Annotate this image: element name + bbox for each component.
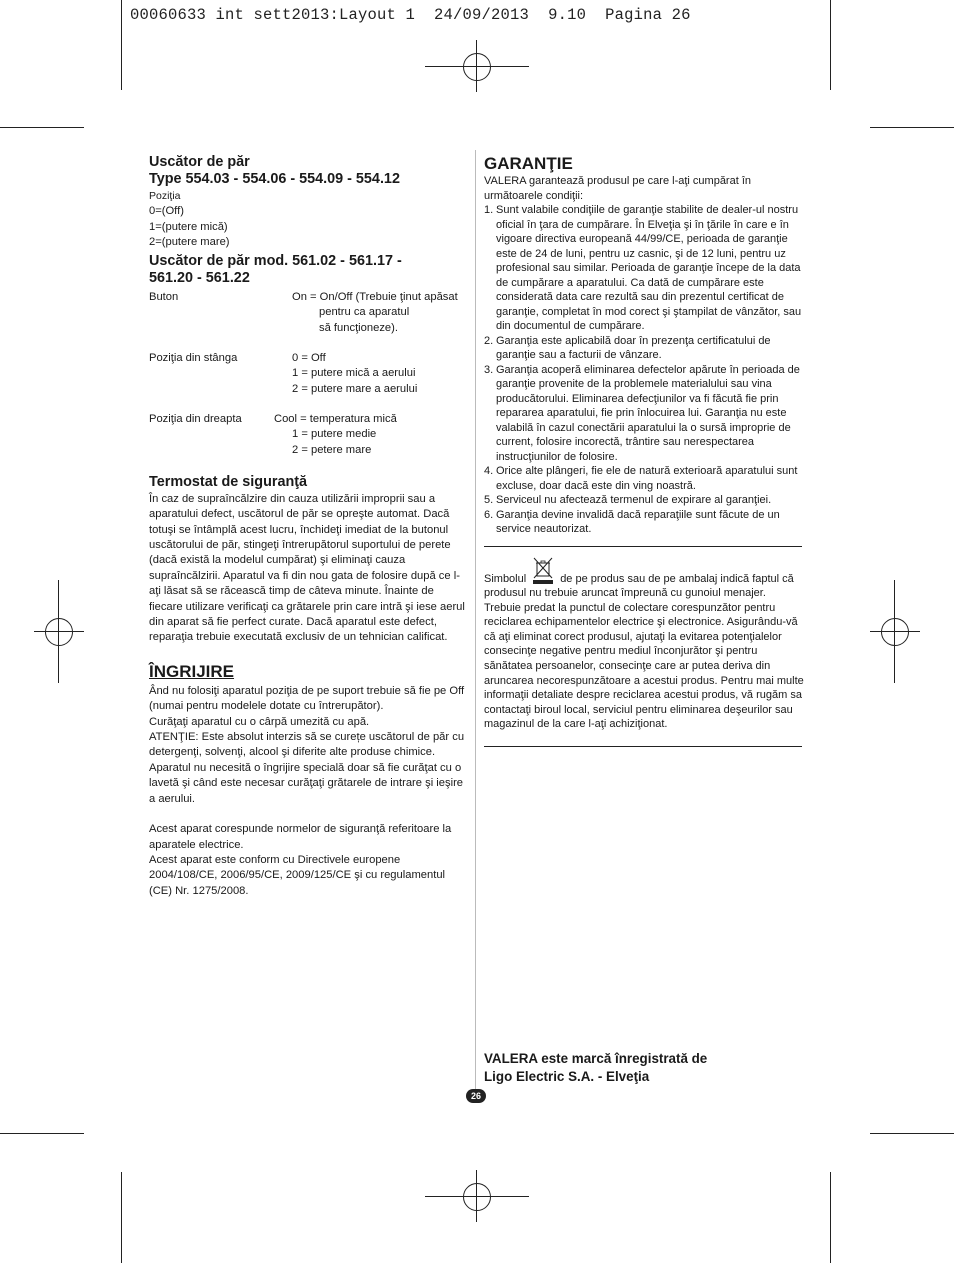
norms-text: Acest aparat corespunde normelor de siguranţă referitoare la aparatele electrice. [149,823,452,851]
section-title: Uscător de păr [149,154,250,170]
button-spec [149,290,467,337]
print-slug: 00060633 int sett2013:Layout 1 24/09/2013 9.10 Pagina 26 [130,6,691,24]
spec-value: 1 = putere mică a aerului [292,367,416,380]
warranty-item-text: Garanţia devine invalidă dacă reparaţiile sunt făcute de un service neautorizat. [496,508,780,535]
position-label: Poziţia [149,190,181,202]
warranty-item [484,464,804,493]
warranty-item-text: Garanţia este aplicabilă doar în prezenţa certificatului de garanţie sau a facturii de vânzare. [496,334,771,361]
care-text: Ând nu folosiţi aparatul poziţia de pe suport trebuie să fie pe Off (numai pentru modelele dotate cu întrerupător). [149,684,465,713]
warranty-item [484,508,804,537]
divider [484,746,802,747]
footer-line: VALERA este marcă înregistrată de [484,1051,708,1066]
warranty-item-text: Orice alte plângeri, fie ele de natură exterioară aparatului sunt excluse, doar dacă este din ving noastră. [496,465,798,492]
spec-value: Cool = temperatura mică [274,412,397,425]
crop-mark [0,1133,84,1134]
warranty-item-text: Sunt valabile condiţiile de garanţie stabilite de dealer-ul nostru oficial în ţara de cumpărare. În Elveţia şi în ţările în care e în vigoare directiva europeană 44/99/CE, perioada de garanţie este de 24 de luni, pentru uz casnic, şi de 12 luni, pentru uz profesional sau similar. Perioada de garanţie începe de la data de cumpărare a aparatului. Ca dată de cumpărare este considerată data care rezultă sau din prezentul certificat de garanţie, completat în mod corect şi ştampilat de vânzător, sau din documentul de cumpărare. [496,204,802,332]
symbol-word: Simbolul [484,572,527,585]
warranty-item-number: 6. [484,508,494,521]
crop-mark [121,1172,122,1263]
section-title: ÎNGRIJIRE [149,661,235,681]
column-divider [475,150,476,1095]
warranty-item-text: Garanţia acoperă eliminarea defectelor apărute în perioada de garanţie provenite de la problemele materialului sau vina producătorului. Eliminarea defecţiunilor va fi făcută fie prin repararea aparatului, fie prin înlocuirea lui. Garanţia nu este valabilă în cazul conectării aparatului la o sursă improprie de current, folosire incorectă, trântire sau nerespectarea instrucţiunilor de folosire. [496,363,800,463]
spec-value: 1 = putere medie [292,428,377,441]
position-line: 0=(Off) [149,205,184,217]
warranty-item-number: 5. [484,494,494,506]
right-position-spec [149,412,467,458]
crossed-bin-icon [532,556,554,586]
warranty-item-text: Serviceul nu afectează termenul de expirare al garanţiei. [496,494,772,506]
spec-label: Buton [149,290,179,303]
warranty-item [484,363,804,465]
weee-text [484,556,804,733]
norms-text: Acest aparat este conform cu Directivele europene 2004/108/CE, 2006/95/CE, 2009/125/CE şi cu regulamentul (CE) Nr. 1275/2008. [149,853,446,897]
spec-label: Poziţia din dreapta [149,412,242,425]
left-column [149,154,467,899]
left-position-spec [149,351,467,397]
spec-value: să funcţioneze). [319,321,398,334]
warranty-item-number: 1. [484,204,494,216]
warranty-intro: VALERA garantează produsul pe care l-aţi cumpărat în următoarele condiţii: [484,175,752,202]
divider [484,546,802,547]
spec-label: Poziţia din stânga [149,351,238,364]
crop-mark [830,0,831,90]
thermostat-text: În caz de supraîncălzire din cauza utilizării improprii sau a aparatului defect, uscătorul de păr se opreşte automat. Dacă totuşi se întâmplă acest lucru, închideţi imediat de la butonul uscătorului de păr, stingeţi întrerupătorul suportului de perete (dacă există la modelul cumpărat) şi eliminaţi cauza supraîncălzirii. Aparatul va fi din nou gata de folosire după ce l-aţi lăsat să se răcească timp de câteva minute. Înainte de fiecare utilizare verificaţi ca grătarele prin care intră şi iese aerul din aparat să fie perfect curate. Dacă aparatul este defect, reparaţia trebuie executată exclusiv de un tehnician calificat. [149,492,465,644]
spec-value: 2 = putere mare a aerului [292,382,418,395]
warranty-item [484,203,804,334]
spec-value: 2 = petere mare [292,443,372,456]
spec-value: pentru ca aparatul [319,306,410,319]
section-title: GARANŢIE [484,154,573,173]
weee-body: de pe produs sau de pe ambalaj indică faptul că produsul nu trebuie aruncat împreună cu gunoiul menajer. Trebuie predat la punctul de colectare corespunzător pentru reciclarea echipamentelor electrice şi electronice. Asigurându-vă că aţi eliminat corect produsul, ajutaţi la evitarea potenţialelor consecinţe negative pentru mediul înconjurător şi pentru sănătatea persoanelor, consecinţe care ar putea deriva din aruncarea necorespunzătoare a acestui produs. Pentru mai multe informaţii detaliate despre reciclarea acestui produs, vă rugăm sa contactaţi biroul local, serviciul pentru eliminarea deşeurilor sau magazinul de la care l-aţi achiziţionat. [484,572,804,731]
page-number: 26 [466,1089,486,1103]
section-title: Type 554.03 - 554.06 - 554.09 - 554.12 [149,171,400,187]
trademark-footer [484,1050,707,1085]
warranty-item-number: 4. [484,465,494,477]
warranty-item [484,493,804,508]
section-title: Termostat de siguranţă [149,473,308,490]
care-text: Curăţaţi aparatul cu o cârpă umezită cu apă. [149,715,370,728]
position-line: 2=(putere mare) [149,236,230,249]
crop-mark [0,127,84,128]
warranty-item-number: 3. [484,363,494,376]
crop-mark [121,0,122,90]
spec-value: 0 = Off [292,351,326,364]
spec-value: On = On/Off (Trebuie ţinut apăsat [292,290,458,303]
crop-mark [870,127,954,128]
warranty-list [484,203,804,537]
footer-line: Ligo Electric S.A. - Elveţia [484,1068,650,1084]
warranty-item [484,334,804,363]
right-column [484,154,804,747]
care-text: ATENŢIE: Este absolut interzis să se curețe uscătorul de păr cu detergenţi, solvenţi, alcool şi diferite alte produse chimice. Aparatul nu necesită o îngrijire specială doar să fie curăţat cu o lavetă şi când este necesar curăţaţi grătarele de intrare şi ieşire a aerului. [149,731,465,805]
crop-mark [870,1133,954,1134]
section-title: Uscător de păr mod. 561.02 - 561.17 - 561.20 - 561.22 [149,252,402,286]
warranty-item-number: 2. [484,334,494,347]
crop-mark [830,1172,831,1263]
position-line: 1=(putere mică) [149,220,228,233]
